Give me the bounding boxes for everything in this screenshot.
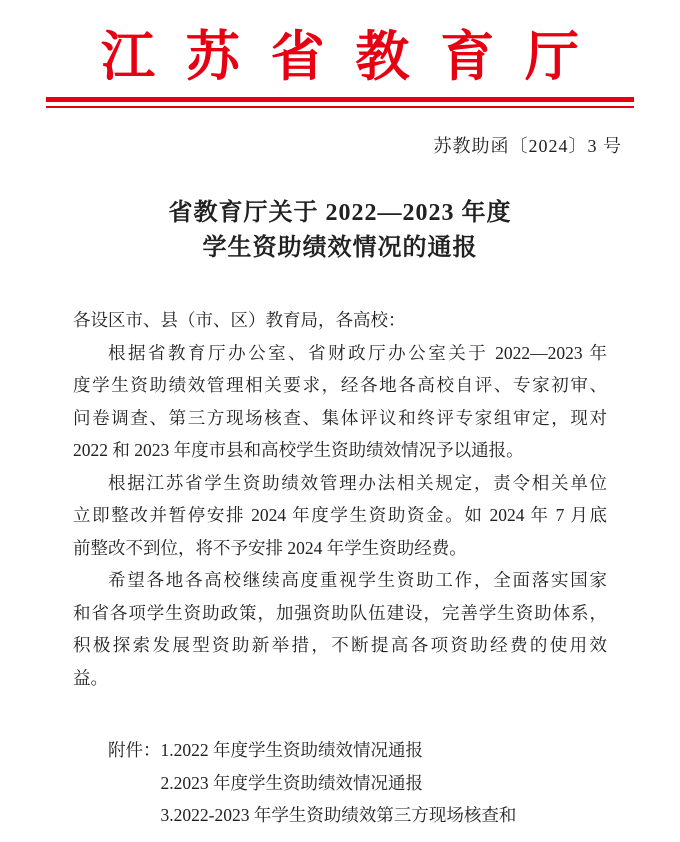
body-line: 积极探索发展型资助新举措，不断提高各项资助经费的使用效: [73, 635, 607, 655]
doc-number: 苏教助函〔2024〕3 号: [433, 136, 622, 156]
body-line: 度学生资助绩效管理相关要求，经各地各高校自评、专家初审、: [73, 375, 607, 395]
body-line: 根据省教育厅办公室、省财政厅办公室关于 2022—2023 年: [108, 342, 607, 363]
letterhead-char: 江: [101, 27, 155, 87]
attachment-row: [108, 767, 607, 800]
body-line: 希望各地各高校继续高度重视学生资助工作，全面落实国家: [108, 570, 607, 590]
red-rule-thin: [46, 106, 634, 108]
salutation: 各设区市、县（市、区）教育局，各高校：: [73, 310, 406, 330]
attachment-row: [108, 799, 607, 832]
body-line: 根据江苏省学生资助绩效管理办法相关规定，责令相关单位: [108, 472, 607, 493]
doc-title-line1: 省教育厅关于 2022—2023 年度: [168, 200, 512, 226]
body-line: 2022 和 2023 年度市县和高校学生资助绩效情况予以通报。: [73, 440, 524, 460]
body-paragraph-2: [73, 467, 607, 565]
document-body: [73, 304, 607, 694]
doc-title: [0, 196, 680, 266]
letterhead: [0, 0, 680, 108]
body-line: 问卷调查、第三方现场核查、集体评议和终评专家组审定，现对: [73, 407, 607, 428]
attachment-item: 3.2022-2023 年学生资助绩效第三方现场核查和: [160, 805, 517, 825]
letterhead-title: [101, 28, 579, 86]
body-paragraph-3: [73, 564, 607, 694]
body-line: 立即整改并暂停安排 2024 年度学生资助资金。如 2024 年 7 月底: [73, 505, 607, 525]
letterhead-char: 育: [440, 27, 495, 87]
attachment-item: 1.2022 年度学生资助绩效情况通报: [160, 740, 423, 760]
attachment-row: [108, 734, 607, 767]
letterhead-char: 教: [355, 27, 410, 87]
letterhead-rules: [0, 97, 680, 108]
body-line: 前整改不到位，将不予安排 2024 年学生资助经费。: [73, 537, 467, 558]
letterhead-char: 厅: [524, 27, 579, 87]
body-line: 和省各项学生资助政策，加强资助队伍建设，完善学生资助体系，: [73, 602, 607, 623]
letterhead-char: 省: [270, 27, 325, 87]
letterhead-char: 苏: [185, 27, 240, 87]
body-line: 益。: [73, 667, 108, 688]
doc-title-line2: 学生资助绩效情况的通报: [202, 235, 478, 261]
body-paragraph-1: [73, 337, 607, 467]
attachment-item: 2.2023 年度学生资助绩效情况通报: [160, 772, 423, 793]
attachment-label: 附件：: [108, 740, 161, 760]
attachment-list: [73, 734, 607, 832]
